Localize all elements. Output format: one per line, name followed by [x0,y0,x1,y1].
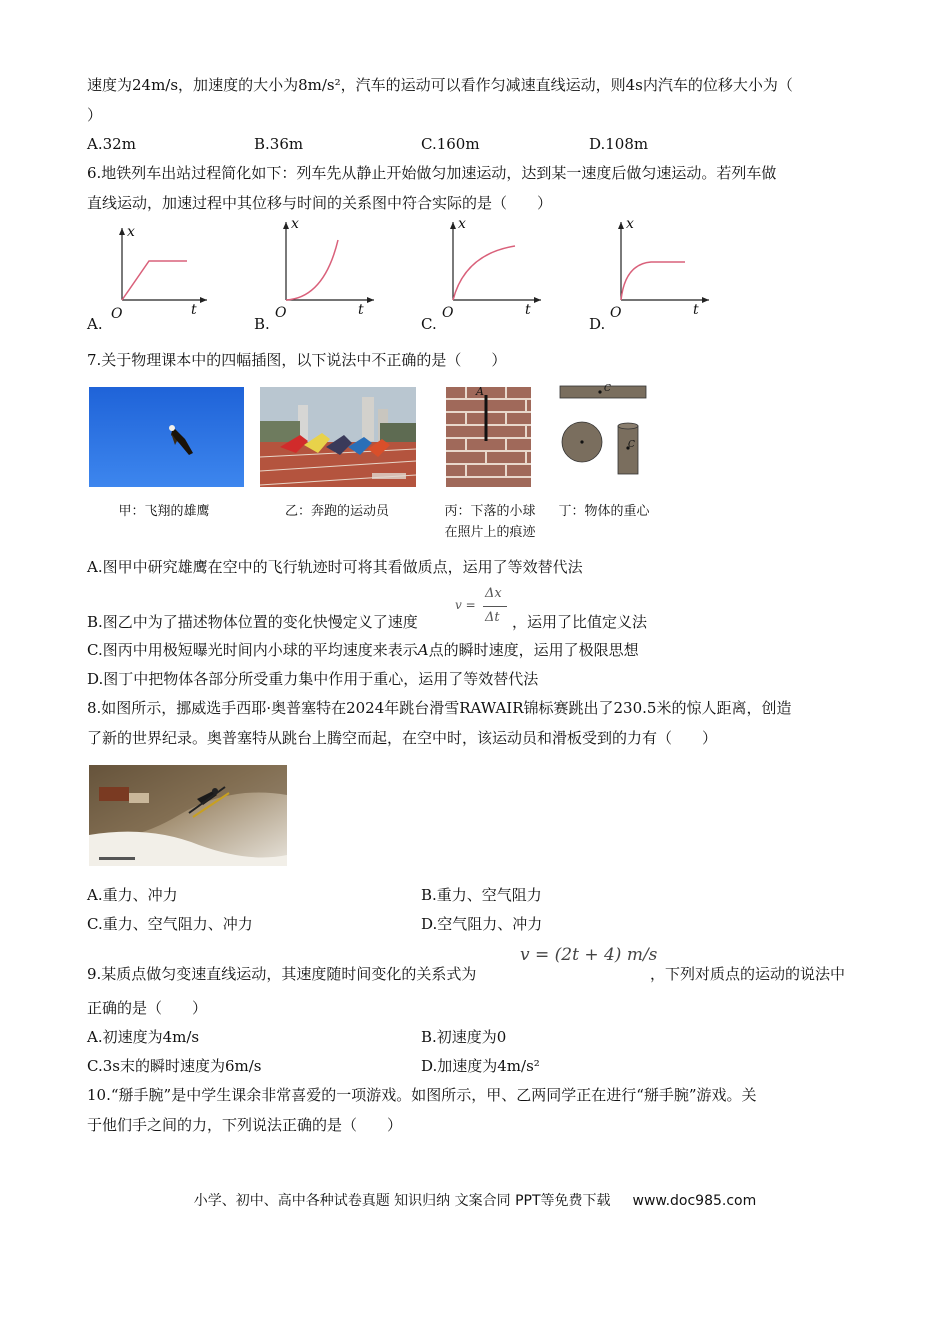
graph-c-x-label: t [525,302,531,318]
caption-runners: 乙：奔跑的运动员 [284,504,389,519]
q7-option-b-post: ，运用了比值定义法 [512,613,648,631]
q9-option-b: B.初速度为0 [421,1028,507,1046]
q6-line1: 6.地铁列车出站过程简化如下：列车先从静止开始做匀加速运动，达到某一速度后做匀速运动。若列车做 [87,164,777,182]
footer-text: 小学、初中、高中各种试卷真题 知识归纳 文案合同 PPT等免费下载 [193,1193,611,1209]
caption-eagle: 甲：飞翔的雄鹰 [118,504,210,519]
q8-option-b: B.重力、空气阻力 [421,886,542,904]
graph-a-y-label: x [127,224,135,240]
graph-c-label: C. [421,315,437,333]
cog-label: C [604,384,611,394]
graph-a-curve [122,261,187,300]
q7-option-b [87,612,418,632]
footer-url[interactable]: www.doc985.com [632,1193,757,1209]
graph-b-origin: O [275,305,287,321]
q7-option-c-pre: C.图丙中用极短曝光时间内小球的平均速度来表示 [87,641,418,659]
q5-line2: ） [87,106,103,124]
q5-option-a: A.32m [87,135,136,153]
graph-d-y-label: x [626,216,634,232]
q7-option-c-post: 点的瞬时速度，运用了极限思想 [428,641,639,659]
formula-den: Δt [485,610,500,625]
cylinder-shape [618,426,638,474]
q5-option-b: B.36m [254,135,304,153]
q9-option-c: C.3s末的瞬时速度为6m/s [87,1057,262,1075]
graph-b-y-label: x [291,216,299,232]
fraction-bar [483,606,507,607]
q5-option-d: D.108m [589,135,649,153]
q5-line1: 速度为24m/s，加速度的大小为8m/s²，汽车的运动可以看作匀减速直线运动，则4s内汽车的位移大小为（ [87,76,793,94]
q10-line2: 于他们手之间的力，下列说法正确的是（ ） [87,1116,403,1134]
graph-c [421,212,551,332]
q5-option-c: C.160m [421,135,480,153]
q7-option-c [87,640,639,660]
graph-b-curve [286,240,338,300]
q8-line2: 了新的世界纪录。奥普塞特从跳台上腾空而起，在空中时，该运动员和滑板受到的力有（ ） [87,729,718,747]
graph-b-label: B. [254,315,270,333]
q8-line1: 8.如图所示，挪威选手西耶·奥普塞特在2024年跳台滑雪RAWAIR锦标赛跳出了230.5米的惊人距离，创造 [87,699,792,717]
velocity-formula [455,586,511,632]
graph-b [254,212,384,332]
caption-ball-1: 丙：下落的小球 [444,504,536,519]
caption-cog: 丁：物体的重心 [558,504,650,519]
q8-option-a: A.重力、冲力 [87,886,178,904]
q7-option-b-pre: B.图乙中为了描述物体位置的变化快慢定义了速度 [87,613,418,631]
q9-option-a: A.初速度为4m/s [87,1028,200,1046]
graph-d-x-label: t [693,302,699,318]
q9-line1-post: ，下列对质点的运动的说法中 [650,965,846,983]
ball-point-label: A [476,385,484,398]
graph-d [589,212,719,332]
photo-eagle [89,387,244,487]
q7-option-c-var: A [417,641,429,659]
q7-option-a: A.图甲中研究雄鹰在空中的飞行轨迹时可将其看做质点，运用了等效替代法 [87,558,583,576]
q9-line2: 正确的是（ ） [87,999,208,1017]
q9-formula: v = (2t + 4) m/s [520,945,658,965]
q7-option-d: D.图丁中把物体各部分所受重力集中作用于重心，运用了等效替代法 [87,670,539,688]
page-footer [0,1190,950,1210]
caption-ball-2: 在照片上的痕迹 [444,525,536,540]
graph-c-curve [453,246,515,300]
photo-center-of-gravity [558,382,650,492]
formula-num: Δx [485,586,502,601]
graph-d-curve [621,262,685,300]
photo-runners [260,387,416,487]
graph-b-x-label: t [358,302,364,318]
graph-a [87,222,217,332]
graph-a-x-label: t [191,302,197,318]
q8-option-d: D.空气阻力、冲力 [421,915,543,933]
graph-c-y-label: x [458,216,466,232]
cog-label-cylinder: C [628,440,635,450]
formula-lhs: v = [455,598,476,612]
q8-option-c: C.重力、空气阻力、冲力 [87,915,253,933]
q7-stem: 7.关于物理课本中的四幅插图，以下说法中不正确的是（ ） [87,351,507,369]
graph-d-label: D. [589,315,606,333]
photo-falling-ball [446,387,531,487]
q9-option-d: D.加速度为4m/s² [421,1057,540,1075]
photo-ski-jumper [89,765,287,866]
q6-line2: 直线运动，加速过程中其位移与时间的关系图中符合实际的是（ ） [87,194,553,212]
q9-line1-pre: 9.某质点做匀变速直线运动，其速度随时间变化的关系式为 [87,965,477,983]
graph-d-origin: O [610,305,622,321]
q10-line1: 10.“掰手腕”是中学生课余非常喜爱的一项游戏。如图所示，甲、乙两同学正在进行“掰手腕”游戏。关 [87,1086,757,1104]
graph-a-label: A. [87,315,103,333]
graph-a-origin: O [111,306,123,322]
graph-c-origin: O [442,305,454,321]
